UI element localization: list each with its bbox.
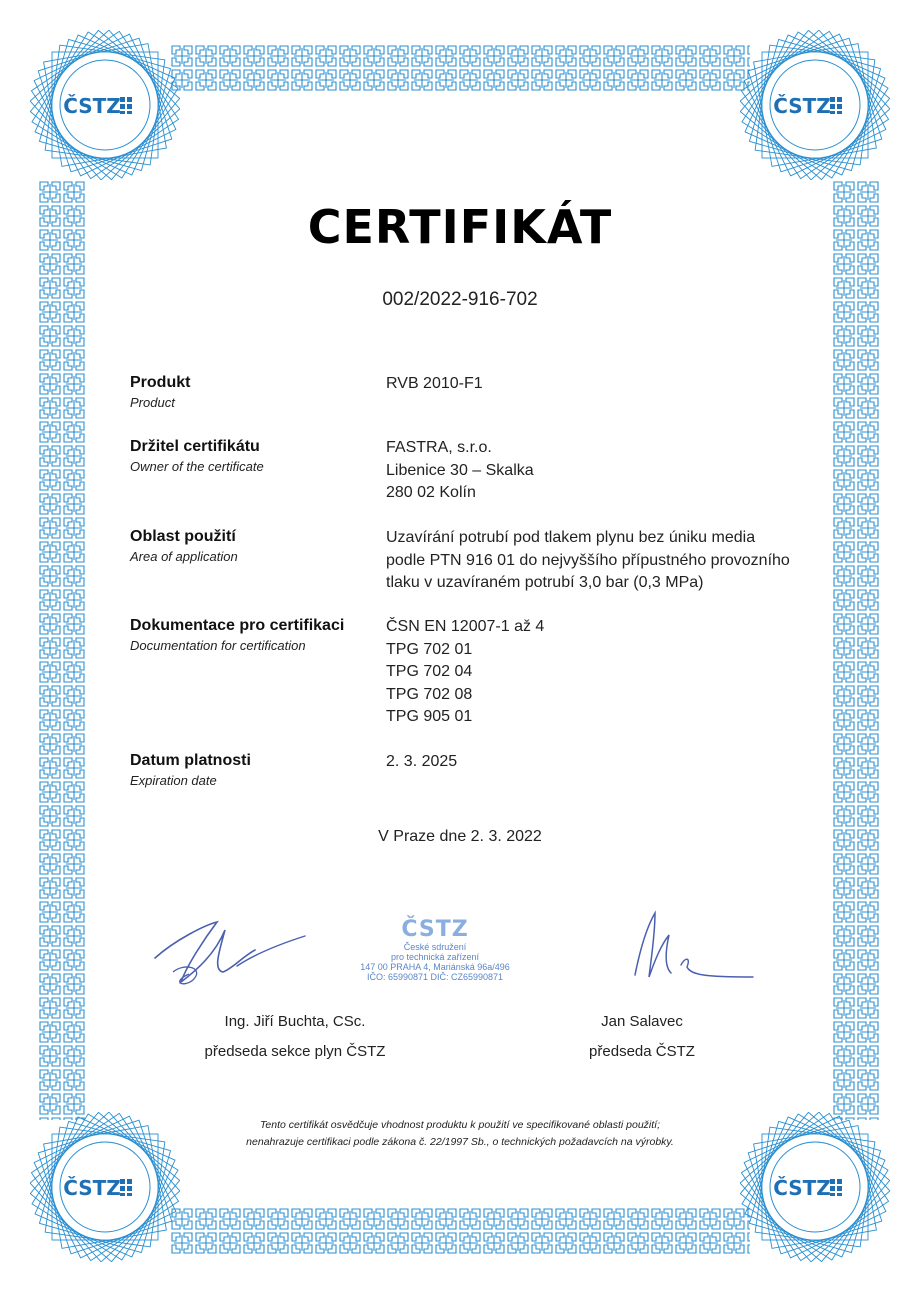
signatory-right-name: Jan Salavec [601,1013,683,1030]
field-product [130,373,830,417]
signature-icon [145,910,315,995]
field-documentation [130,616,830,731]
border-top [170,44,750,92]
field-label: Dokumentace pro certifikaci [130,617,345,634]
field-value: TPG 905 01 [386,708,473,725]
border-left [38,180,86,1120]
stamp-logo: ČSTZ [401,917,469,942]
page-title: CERTIFIKÁT [307,200,613,254]
field-expiration [130,751,830,795]
stamp-icon [335,918,535,993]
certificate-number: 002/2022-916-702 [382,289,538,310]
field-value: FASTRA, s.r.o. [386,439,492,456]
signatory-left-name: Ing. Jiří Buchta, CSc. [224,1013,366,1030]
signature-icon [625,905,760,990]
border-bottom [170,1207,750,1255]
footnote [0,1117,920,1151]
stamp-line: České sdružení [403,942,467,952]
field-value: 2. 3. 2025 [386,753,458,770]
field-label: Držitel certifikátu [130,438,260,455]
field-area [130,527,830,597]
field-label-en: Documentation for certification [130,638,306,653]
field-value: Uzavírání potrubí pod tlakem plynu bez úniku media [386,529,756,546]
signatory-right-role: předseda ČSTZ [589,1043,695,1060]
signatory-left-role: předseda sekce plyn ČSTZ [204,1043,386,1060]
field-value: RVB 2010-F1 [386,375,483,392]
place-date: V Praze dne 2. 3. 2022 [378,828,542,845]
field-value: TPG 702 08 [386,685,473,703]
field-label-en: Owner of the certificate [130,459,264,474]
field-label-en: Product [130,395,175,410]
field-value: TPG 702 01 [386,640,473,658]
footnote-line: nenahrazuje certifikaci podle zákona č. 22/1997 Sb., o technických požadavcích na výrobky. [246,1136,674,1148]
field-label-en: Area of application [130,549,238,564]
stamp-line: pro technická zařízení [390,952,480,962]
stamp-line: IČO: 65990871 DIČ: CZ65990871 [366,972,504,982]
field-value: 280 02 Kolín [386,484,476,501]
cstz-logo-icon [740,30,890,180]
border-right [832,180,880,1120]
field-owner [130,437,830,507]
field-value: TPG 702 04 [386,663,473,680]
cstz-logo-icon [30,30,180,180]
field-value: tlaku v uzavíraném potrubí 3,0 bar (0,3 MPa) [386,574,704,591]
field-label: Produkt [130,374,191,391]
field-value: ČSN EN 12007-1 až 4 [386,618,545,635]
footnote-line: Tento certifikát osvědčuje vhodnost produktu k použití ve specifikované oblasti použití; [259,1119,660,1131]
field-label-en: Expiration date [130,773,217,788]
field-label: Datum platnosti [130,752,251,769]
field-label: Oblast použití [130,528,236,545]
stamp-line: 147 00 PRAHA 4, Mariánská 96a/496 [360,962,510,972]
field-value: Libenice 30 – Skalka [386,461,534,479]
field-value: podle PTN 916 01 do nejvyššího přípustného provozního [386,551,790,569]
